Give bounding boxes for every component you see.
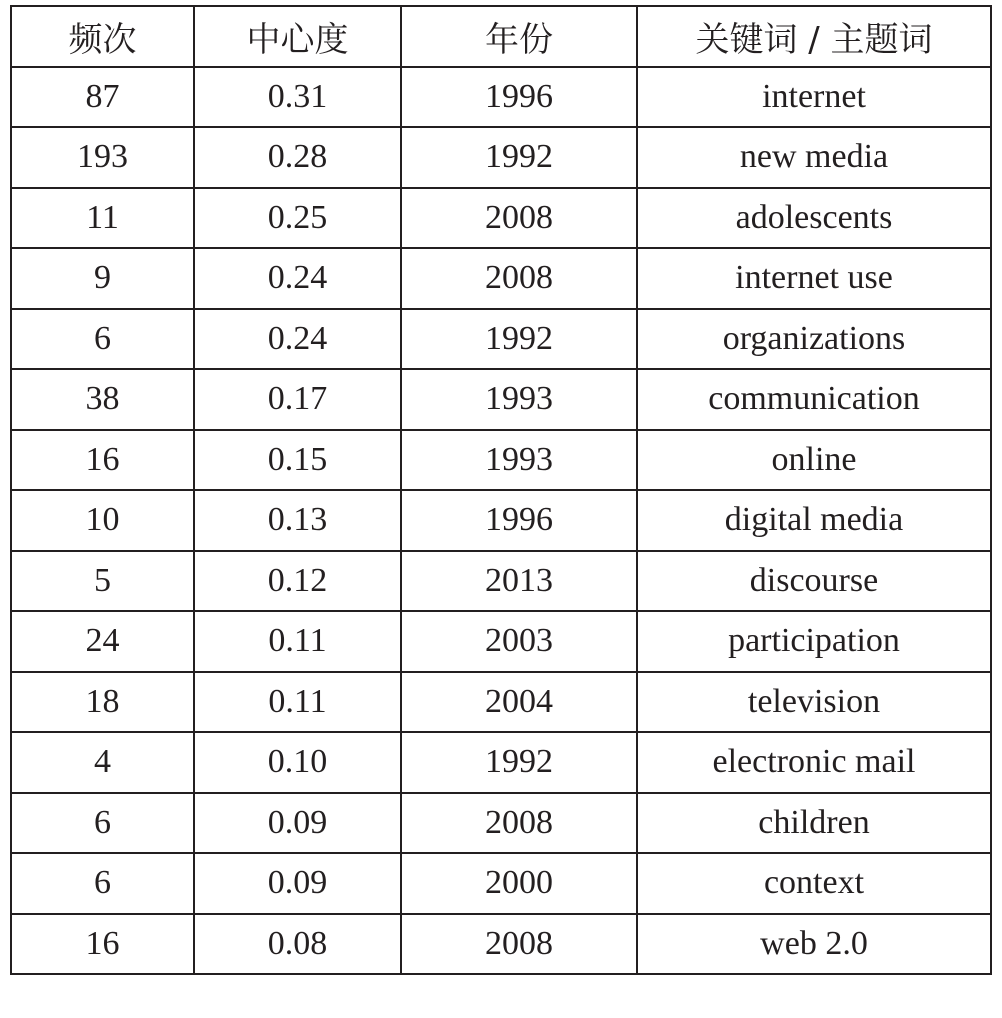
- cell-keyword: participation: [637, 611, 991, 672]
- cell-keyword: internet use: [637, 248, 991, 309]
- cell-centrality: 0.11: [194, 611, 401, 672]
- cell-keyword: context: [637, 853, 991, 914]
- cell-year: 1992: [401, 309, 637, 370]
- cell-keyword: television: [637, 672, 991, 733]
- cell-centrality: 0.31: [194, 67, 401, 128]
- cell-keyword: adolescents: [637, 188, 991, 249]
- cell-frequency: 24: [11, 611, 194, 672]
- cell-keyword: organizations: [637, 309, 991, 370]
- table-row: [11, 490, 991, 551]
- cell-frequency: 5: [11, 551, 194, 612]
- cell-year: 2008: [401, 248, 637, 309]
- table-row: [11, 793, 991, 854]
- cell-centrality: 0.09: [194, 853, 401, 914]
- cell-keyword: communication: [637, 369, 991, 430]
- cell-year: 1993: [401, 369, 637, 430]
- cell-frequency: 87: [11, 67, 194, 128]
- header-centrality: 中心度: [194, 6, 401, 67]
- keyword-table-container: [10, 5, 992, 975]
- table-row: [11, 248, 991, 309]
- cell-keyword: online: [637, 430, 991, 491]
- cell-year: 2008: [401, 914, 637, 975]
- cell-year: 2008: [401, 188, 637, 249]
- cell-keyword: digital media: [637, 490, 991, 551]
- cell-year: 1996: [401, 67, 637, 128]
- cell-year: 1993: [401, 430, 637, 491]
- cell-centrality: 0.11: [194, 672, 401, 733]
- cell-centrality: 0.28: [194, 127, 401, 188]
- cell-frequency: 16: [11, 914, 194, 975]
- cell-keyword: electronic mail: [637, 732, 991, 793]
- cell-centrality: 0.13: [194, 490, 401, 551]
- table-body: [11, 67, 991, 975]
- header-year: 年份: [401, 6, 637, 67]
- keyword-table: [10, 5, 992, 975]
- cell-keyword: web 2.0: [637, 914, 991, 975]
- cell-frequency: 6: [11, 309, 194, 370]
- cell-frequency: 6: [11, 853, 194, 914]
- table-row: [11, 672, 991, 733]
- cell-centrality: 0.24: [194, 248, 401, 309]
- cell-centrality: 0.09: [194, 793, 401, 854]
- cell-frequency: 193: [11, 127, 194, 188]
- table-row: [11, 309, 991, 370]
- cell-year: 2013: [401, 551, 637, 612]
- cell-centrality: 0.17: [194, 369, 401, 430]
- cell-centrality: 0.10: [194, 732, 401, 793]
- cell-centrality: 0.12: [194, 551, 401, 612]
- table-row: [11, 611, 991, 672]
- cell-frequency: 9: [11, 248, 194, 309]
- cell-year: 1992: [401, 127, 637, 188]
- table-row: [11, 127, 991, 188]
- cell-year: 2008: [401, 793, 637, 854]
- cell-frequency: 18: [11, 672, 194, 733]
- cell-frequency: 10: [11, 490, 194, 551]
- cell-centrality: 0.24: [194, 309, 401, 370]
- cell-keyword: new media: [637, 127, 991, 188]
- table-row: [11, 188, 991, 249]
- table-row: [11, 551, 991, 612]
- cell-year: 1992: [401, 732, 637, 793]
- table-header-row: [11, 6, 991, 67]
- cell-frequency: 6: [11, 793, 194, 854]
- cell-frequency: 11: [11, 188, 194, 249]
- cell-frequency: 16: [11, 430, 194, 491]
- header-frequency: 频次: [11, 6, 194, 67]
- cell-year: 2004: [401, 672, 637, 733]
- cell-frequency: 38: [11, 369, 194, 430]
- cell-keyword: children: [637, 793, 991, 854]
- cell-frequency: 4: [11, 732, 194, 793]
- cell-centrality: 0.15: [194, 430, 401, 491]
- table-row: [11, 67, 991, 128]
- cell-keyword: internet: [637, 67, 991, 128]
- cell-keyword: discourse: [637, 551, 991, 612]
- table-row: [11, 430, 991, 491]
- cell-year: 2000: [401, 853, 637, 914]
- cell-centrality: 0.25: [194, 188, 401, 249]
- cell-year: 1996: [401, 490, 637, 551]
- table-row: [11, 369, 991, 430]
- cell-year: 2003: [401, 611, 637, 672]
- table-row: [11, 732, 991, 793]
- table-row: [11, 853, 991, 914]
- table-row: [11, 914, 991, 975]
- cell-centrality: 0.08: [194, 914, 401, 975]
- header-keyword: 关键词 / 主题词: [637, 6, 991, 67]
